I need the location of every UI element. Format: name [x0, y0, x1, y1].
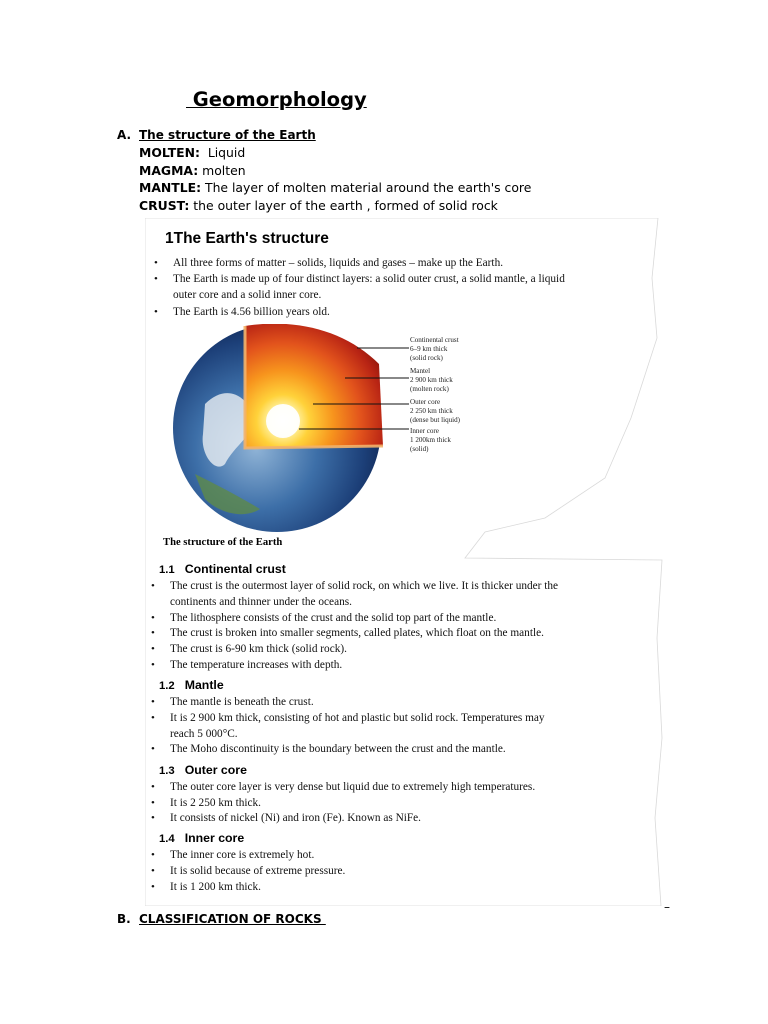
bullet-text: It is 2 250 km thick.: [170, 797, 261, 809]
outer-core-bullet: [151, 795, 261, 811]
crust-bullet: [151, 657, 343, 673]
section-b-letter: B.: [117, 912, 131, 926]
bullet-text: continents and thinner under the oceans.: [170, 596, 352, 608]
crust-bullet: [151, 641, 347, 657]
bullet-text: The Earth is 4.56 billion years old.: [173, 306, 330, 318]
textbook-heading-number: 1: [165, 230, 174, 247]
outer-core-bullet: [151, 810, 421, 826]
document-title: Geomorphology: [186, 88, 367, 111]
bullet-dot: •: [151, 659, 155, 671]
subsection-heading-crust: [159, 558, 286, 577]
bullet-text: outer core and a solid inner core.: [173, 289, 322, 301]
subsection-name: Continental crust: [184, 562, 286, 576]
bullet-text: It is solid because of extreme pressure.: [170, 865, 346, 877]
definition-magma: [139, 163, 246, 178]
subsection-number: 1.4: [159, 833, 175, 845]
section-a-letter: A.: [117, 128, 132, 142]
textbook-excerpt-image: [145, 218, 663, 906]
crust-bullet: [151, 578, 559, 594]
subsection-name: Outer core: [184, 763, 247, 777]
bullet-text: It is 1 200 km thick.: [170, 881, 261, 893]
bullet-dot: •: [154, 306, 158, 318]
crust-bullet: [151, 610, 497, 626]
label-inner-core: Inner core 1 200km thick (solid): [410, 427, 451, 453]
bullet-text: reach 5 000°C.: [170, 728, 238, 740]
outer-core-bullet: [151, 779, 536, 795]
bullet-text: The lithosphere consists of the crust and the solid top part of the mantle.: [170, 612, 497, 624]
textbook-heading-text: The Earth's structure: [173, 230, 329, 247]
bullet-text: The inner core is extremely hot.: [170, 849, 315, 861]
label-outer-core: Outer core 2 250 km thick (dense but liquid): [410, 398, 461, 424]
bullet-text: The outer core layer is very dense but liquid due to extremely high temperatures.: [170, 781, 536, 793]
definition-mantle: [139, 180, 531, 195]
inner-core-bullet: [151, 879, 261, 895]
figure-caption: The structure of the Earth: [163, 537, 283, 548]
definition-term: MAGMA:: [139, 163, 199, 178]
bullet-dot: •: [151, 881, 155, 893]
subsection-heading-inner-core: [159, 827, 244, 846]
subsection-name: Inner core: [184, 831, 245, 845]
bullet-text: It is 2 900 km thick, consisting of hot and plastic but solid rock. Temperatures may: [170, 712, 545, 724]
definition-text: Liquid: [199, 145, 246, 160]
bullet-dot: •: [151, 865, 155, 877]
subsection-name: Mantle: [184, 678, 224, 692]
section-a-heading: The structure of the Earth: [139, 128, 316, 142]
bullet-dot: •: [154, 257, 158, 269]
bullet-dot: •: [151, 643, 155, 655]
bullet-text: All three forms of matter – solids, liquids and gases – make up the Earth.: [173, 257, 504, 269]
definition-text: The layer of molten material around the earth's core: [201, 180, 532, 195]
bullet-text: The Earth is made up of four distinct layers: a solid outer crust, a solid mantle, a liquid: [173, 273, 565, 285]
bullet-text: The temperature increases with depth.: [170, 659, 343, 671]
bullet-dot: •: [151, 812, 155, 824]
crust-bullet: [151, 625, 544, 641]
definition-text: the outer layer of the earth , formed of solid rock: [189, 198, 498, 213]
bullet-text: It consists of nickel (Ni) and iron (Fe). Known as NiFe.: [170, 812, 421, 824]
inner-core-bullet: [151, 847, 315, 863]
label-continental-crust: Continental crust 6–9 km thick (solid rock): [410, 336, 459, 362]
subsection-number: 1.2: [159, 680, 175, 692]
section-b-heading: CLASSIFICATION OF ROCKS: [139, 912, 326, 926]
bullet-dot: •: [151, 712, 155, 724]
label-leader-lines: [145, 218, 663, 548]
definition-crust: [139, 198, 498, 213]
bullet-text: The Moho discontinuity is the boundary between the crust and the mantle.: [170, 743, 506, 755]
bullet-text: The crust is the outermost layer of solid rock, on which we live. It is thicker under the: [170, 580, 559, 592]
definition-text: molten: [198, 163, 246, 178]
bullet-dot: •: [151, 797, 155, 809]
mantle-bullet-continuation: [170, 726, 238, 742]
bullet-dot: •: [151, 696, 155, 708]
bullet-dot: •: [154, 273, 158, 285]
definition-term: CRUST:: [139, 198, 190, 213]
subsection-heading-outer-core: [159, 759, 247, 778]
mantle-bullet: [151, 741, 506, 757]
bullet-dot: •: [151, 743, 155, 755]
label-mantle: Mantel 2 900 km thick (molten rock): [410, 367, 453, 393]
bullet-text: The crust is broken into smaller segments, called plates, which float on the mantle.: [170, 627, 544, 639]
definition-term: MANTLE:: [139, 180, 202, 195]
bullet-text: The mantle is beneath the crust.: [170, 696, 314, 708]
inner-core-bullet: [151, 863, 346, 879]
bullet-dot: •: [151, 580, 155, 592]
bullet-dot: •: [151, 849, 155, 861]
definition-term: MOLTEN:: [139, 145, 200, 160]
bullet-dot: •: [151, 627, 155, 639]
subsection-heading-mantle: [159, 674, 224, 693]
bullet-dot: •: [151, 612, 155, 624]
crust-bullet-continuation: [170, 594, 352, 610]
definition-molten: [139, 145, 245, 160]
stray-dash-mark: –: [664, 900, 670, 914]
mantle-bullet: [151, 710, 545, 726]
mantle-bullet: [151, 694, 314, 710]
bullet-text: The crust is 6-90 km thick (solid rock).: [170, 643, 347, 655]
subsection-number: 1.1: [159, 564, 175, 576]
subsection-number: 1.3: [159, 765, 175, 777]
bullet-dot: •: [151, 781, 155, 793]
